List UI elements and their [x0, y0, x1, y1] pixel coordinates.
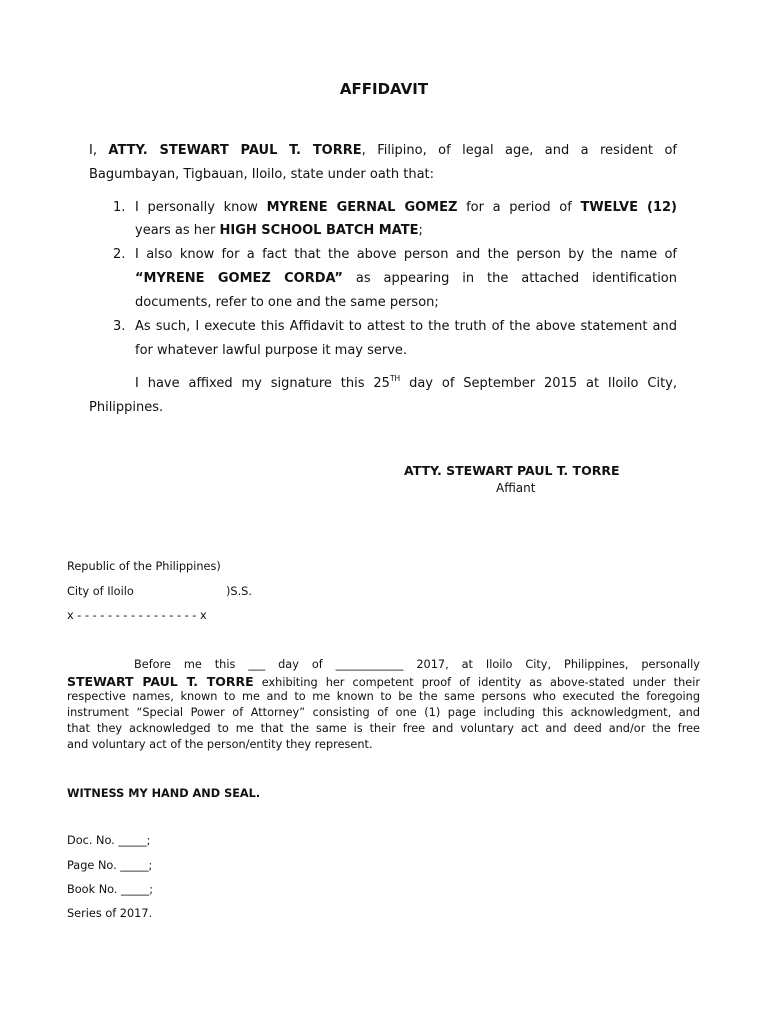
- list-item-number: 3.: [113, 319, 126, 334]
- list-item-3-line-1: As such, I execute this Affidavit to attest to the truth of the above statement and: [135, 319, 677, 334]
- list-item-2-line-3: documents, refer to one and the same person;: [135, 295, 439, 310]
- acknowledgment-line-3: respective names, known to me and to me known to be the same persons who executed the foregoing: [67, 690, 700, 703]
- list-item-1-line-2: years as her HIGH SCHOOL BATCH MATE;: [135, 223, 423, 238]
- intro-line-2: Bagumbayan, Tigbauan, Iloilo, state under oath that:: [89, 167, 435, 182]
- signature-paragraph-line-2: Philippines.: [89, 400, 164, 415]
- list-item-2-line-1: I also know for a fact that the above person and the person by the name of: [135, 247, 677, 262]
- list-item-3-line-2: for whatever lawful purpose it may serve.: [135, 343, 408, 358]
- acknowledgment-line-6: and voluntary act of the person/entity they represent.: [67, 738, 373, 751]
- venue-ss: )S.S.: [226, 585, 252, 598]
- series-year: Series of 2017.: [67, 907, 153, 920]
- intro-line-1: I, ATTY. STEWART PAUL T. TORRE, Filipino, of legal age, and a resident of: [89, 143, 677, 158]
- affiant-role: Affiant: [496, 481, 536, 495]
- acknowledgment-line-4: instrument “Special Power of Attorney” consisting of one (1) page including this acknowledgment, and: [67, 706, 700, 719]
- affiant-name: ATTY. STEWART PAUL T. TORRE: [108, 143, 362, 158]
- venue-republic: Republic of the Philippines): [67, 560, 221, 573]
- signature-paragraph-line-1: I have affixed my signature this 25TH day of September 2015 at Iloilo City,: [135, 374, 677, 391]
- acknowledgment-line-5: that they acknowledged to me that the same is their free and voluntary act and deed and/or the free: [67, 722, 700, 735]
- witness-heading: WITNESS MY HAND AND SEAL.: [67, 787, 261, 800]
- page-number: Page No. _____;: [67, 859, 153, 872]
- book-number: Book No. _____;: [67, 883, 154, 896]
- doc-number: Doc. No. _____;: [67, 834, 151, 847]
- list-item-1-line-1: I personally know MYRENE GERNAL GOMEZ for a period of TWELVE (12): [135, 200, 677, 215]
- list-item-2-line-2: “MYRENE GOMEZ CORDA” as appearing in the attached identification: [135, 271, 677, 286]
- acknowledgment-line-1: Before me this ___ day of ____________ 2017, at Iloilo City, Philippines, personally: [134, 658, 700, 671]
- affiant-signature-name: ATTY. STEWART PAUL T. TORRE: [404, 463, 620, 478]
- list-item-number: 1.: [113, 200, 126, 215]
- document-title: AFFIDAVIT: [339, 80, 429, 98]
- list-item-number: 2.: [113, 247, 126, 262]
- acknowledgment-line-2: STEWART PAUL T. TORRE exhibiting her competent proof of identity as above-stated under their: [67, 674, 701, 689]
- venue-separator: x - - - - - - - - - - - - - - - - x: [67, 609, 207, 622]
- venue-city: City of Iloilo: [67, 585, 134, 598]
